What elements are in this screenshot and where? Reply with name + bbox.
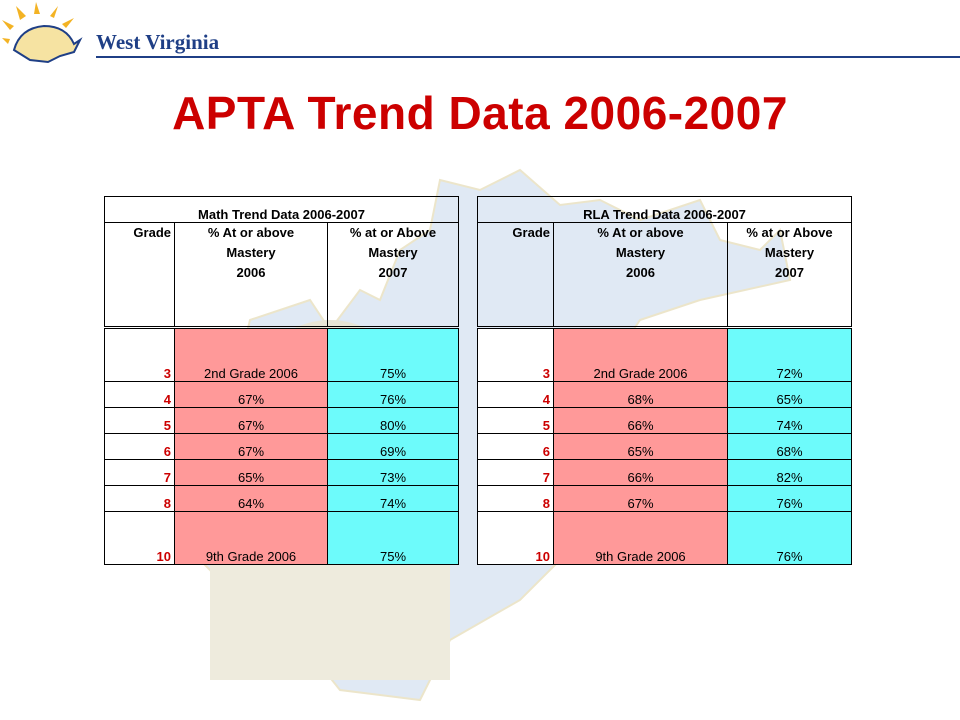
sun-state-logo-icon: [0, 0, 96, 70]
table-row: [105, 408, 459, 434]
capitol-base-shape: [210, 560, 450, 680]
rla-table-title: RLA Trend Data 2006-2007: [478, 197, 852, 223]
pct-2006-cell: 66%: [554, 460, 728, 486]
grade-cell: 5: [105, 408, 175, 434]
grade-cell: 3: [105, 328, 175, 382]
pct-2006-cell: 64%: [175, 486, 328, 512]
pct-2006-cell: 2nd Grade 2006: [554, 328, 728, 382]
rla-2006-header-line3: 2006: [626, 265, 655, 280]
pct-2007-cell: 82%: [728, 460, 852, 486]
pct-2007-cell: 75%: [328, 512, 459, 565]
grade-cell: 10: [478, 512, 554, 565]
rla-trend-table: [477, 196, 852, 565]
math-grade-header: Grade: [105, 223, 175, 328]
pct-2006-cell: 65%: [554, 434, 728, 460]
pct-2006-cell: 9th Grade 2006: [175, 512, 328, 565]
pct-2007-cell: 74%: [728, 408, 852, 434]
math-2006-header-line1: % At or above: [207, 225, 295, 240]
grade-cell: 4: [105, 382, 175, 408]
grade-cell: 7: [105, 460, 175, 486]
grade-cell: 8: [105, 486, 175, 512]
grade-cell: 3: [478, 328, 554, 382]
pct-2007-cell: 76%: [728, 512, 852, 565]
pct-2006-cell: 67%: [175, 382, 328, 408]
pct-2007-cell: 65%: [728, 382, 852, 408]
grade-cell: 4: [478, 382, 554, 408]
rla-2007-header-line2: Mastery: [764, 245, 815, 260]
grade-cell: 5: [478, 408, 554, 434]
table-row: [478, 486, 852, 512]
header-rule: [96, 56, 960, 58]
pct-2006-cell: 65%: [175, 460, 328, 486]
table-row: [105, 328, 459, 382]
rla-grade-header: Grade: [478, 223, 554, 328]
pct-2007-cell: 73%: [328, 460, 459, 486]
table-row: [105, 382, 459, 408]
math-2006-header-line3: 2006: [236, 265, 266, 280]
grade-cell: 6: [105, 434, 175, 460]
table-row: [105, 486, 459, 512]
table-row: [478, 460, 852, 486]
rla-2007-header-line3: 2007: [775, 265, 804, 280]
math-2007-header-line3: 2007: [378, 265, 408, 280]
math-2007-header-line1: % at or Above: [349, 225, 437, 240]
pct-2006-cell: 66%: [554, 408, 728, 434]
grade-cell: 7: [478, 460, 554, 486]
pct-2006-cell: 9th Grade 2006: [554, 512, 728, 565]
pct-2007-cell: 69%: [328, 434, 459, 460]
grade-cell: 6: [478, 434, 554, 460]
math-2007-header-line2: Mastery: [368, 245, 418, 260]
pct-2007-cell: 80%: [328, 408, 459, 434]
math-2006-header-line2: Mastery: [226, 245, 276, 260]
rla-2006-header-line2: Mastery: [615, 245, 666, 260]
rla-2007-header: [728, 223, 852, 328]
table-row: [105, 434, 459, 460]
west-virginia-logo: [0, 0, 240, 70]
table-row: [478, 328, 852, 382]
table-row: [478, 434, 852, 460]
math-table-title: Math Trend Data 2006-2007: [105, 197, 459, 223]
rla-2006-header: [554, 223, 728, 328]
pct-2007-cell: 76%: [328, 382, 459, 408]
rla-2006-header-line1: % At or above: [597, 225, 684, 240]
pct-2006-cell: 67%: [175, 434, 328, 460]
table-row: [105, 460, 459, 486]
math-2006-header: [175, 223, 328, 328]
grade-cell: 10: [105, 512, 175, 565]
rla-2007-header-line1: % at or Above: [746, 225, 833, 240]
pct-2007-cell: 74%: [328, 486, 459, 512]
logo-text: West Virginia: [96, 30, 220, 54]
pct-2007-cell: 72%: [728, 328, 852, 382]
pct-2006-cell: 67%: [175, 408, 328, 434]
pct-2006-cell: 67%: [554, 486, 728, 512]
pct-2007-cell: 75%: [328, 328, 459, 382]
page-title: APTA Trend Data 2006-2007: [172, 87, 788, 139]
table-row: [478, 408, 852, 434]
pct-2007-cell: 76%: [728, 486, 852, 512]
pct-2007-cell: 68%: [728, 434, 852, 460]
table-row: [478, 512, 852, 565]
table-row: [105, 512, 459, 565]
math-trend-table: [104, 196, 459, 565]
grade-cell: 8: [478, 486, 554, 512]
table-row: [478, 382, 852, 408]
pct-2006-cell: 2nd Grade 2006: [175, 328, 328, 382]
math-2007-header: [328, 223, 459, 328]
pct-2006-cell: 68%: [554, 382, 728, 408]
